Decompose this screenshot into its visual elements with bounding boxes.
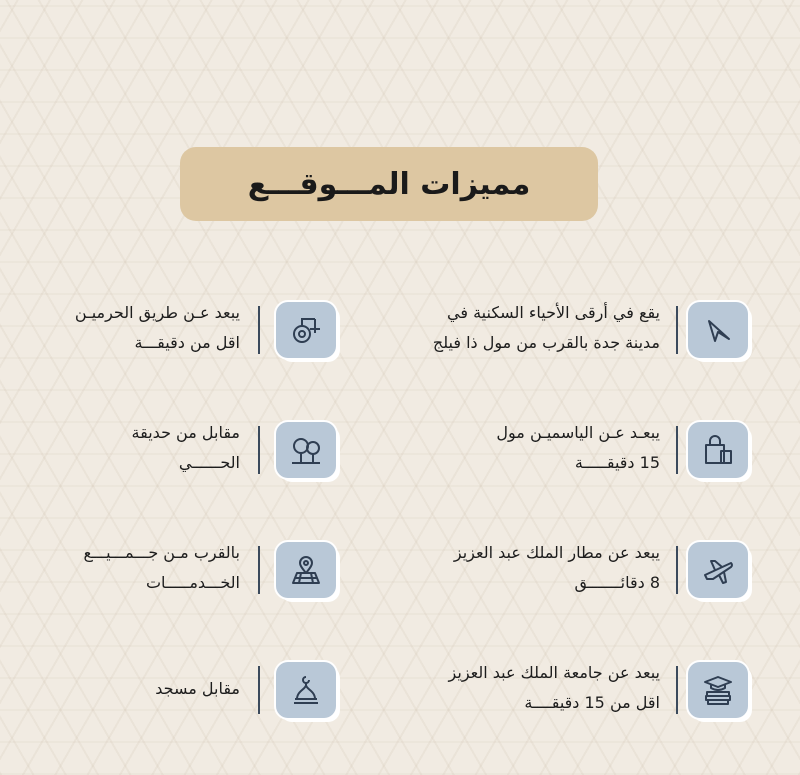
airplane-icon xyxy=(701,553,735,587)
feature-line: يبعد عـن طريق الحرميـن xyxy=(74,303,240,322)
feature-text xyxy=(132,418,240,478)
divider xyxy=(258,546,260,594)
feature-line: بالقرب مـن جـــمـــيـــع xyxy=(83,543,240,562)
feature-line: اقل من دقيقـــة xyxy=(134,333,240,352)
icon-tile xyxy=(688,422,748,478)
feature-line: مقابل مسجد xyxy=(155,679,240,698)
feature-line: مدينة جدة بالقرب من مول ذا فيلج xyxy=(432,333,660,352)
feature-line: يقع في أرقى الأحياء السكنية في xyxy=(447,303,660,322)
navigation-arrow-icon xyxy=(701,313,735,347)
feature-text xyxy=(84,538,240,598)
feature-item-park xyxy=(30,410,340,490)
icon-tile xyxy=(276,302,336,358)
divider xyxy=(676,546,678,594)
divider xyxy=(258,666,260,714)
feature-text xyxy=(75,298,240,358)
graduation-books-icon xyxy=(701,673,735,707)
divider xyxy=(676,426,678,474)
feature-line: 15 دقيقـــــة xyxy=(574,453,660,472)
feature-line: يبعد عن جامعة الملك عبد العزيز xyxy=(448,663,660,682)
trees-park-icon xyxy=(289,433,323,467)
map-location-pin-icon xyxy=(289,553,323,587)
feature-text xyxy=(449,658,660,718)
page-title: مميزات المـــوقـــع xyxy=(247,166,531,202)
feature-line: مقابل من حديقة xyxy=(131,423,240,442)
feature-item-yasmin-mall xyxy=(380,410,760,490)
divider xyxy=(676,666,678,714)
feature-line: اقل من 15 دقيقــــة xyxy=(524,693,660,712)
title-banner xyxy=(180,147,598,221)
feature-item-location xyxy=(380,290,760,370)
feature-line: يبعد عن مطار الملك عبد العزيز xyxy=(453,543,660,562)
feature-item-mosque xyxy=(30,650,340,730)
icon-tile xyxy=(688,302,748,358)
road-route-icon xyxy=(289,313,323,347)
feature-text xyxy=(454,538,660,598)
mosque-dome-icon xyxy=(289,673,323,707)
feature-item-university xyxy=(380,650,760,730)
icon-tile xyxy=(276,662,336,718)
feature-text xyxy=(155,674,240,704)
shopping-bag-icon xyxy=(701,433,735,467)
feature-item-airport xyxy=(380,530,760,610)
feature-line: يبعـد عـن الياسميـن مول xyxy=(496,423,660,442)
icon-tile xyxy=(688,542,748,598)
icon-tile xyxy=(688,662,748,718)
divider xyxy=(676,306,678,354)
icon-tile xyxy=(276,422,336,478)
feature-line: الخـــدمـــــات xyxy=(145,573,240,592)
feature-line: 8 دقائـــــــق xyxy=(574,573,660,592)
feature-text xyxy=(496,418,660,478)
icon-tile xyxy=(276,542,336,598)
feature-text xyxy=(433,298,660,358)
divider xyxy=(258,306,260,354)
feature-line: الحــــــي xyxy=(178,453,240,472)
feature-item-haramain-road xyxy=(30,290,340,370)
divider xyxy=(258,426,260,474)
feature-item-services xyxy=(30,530,340,610)
